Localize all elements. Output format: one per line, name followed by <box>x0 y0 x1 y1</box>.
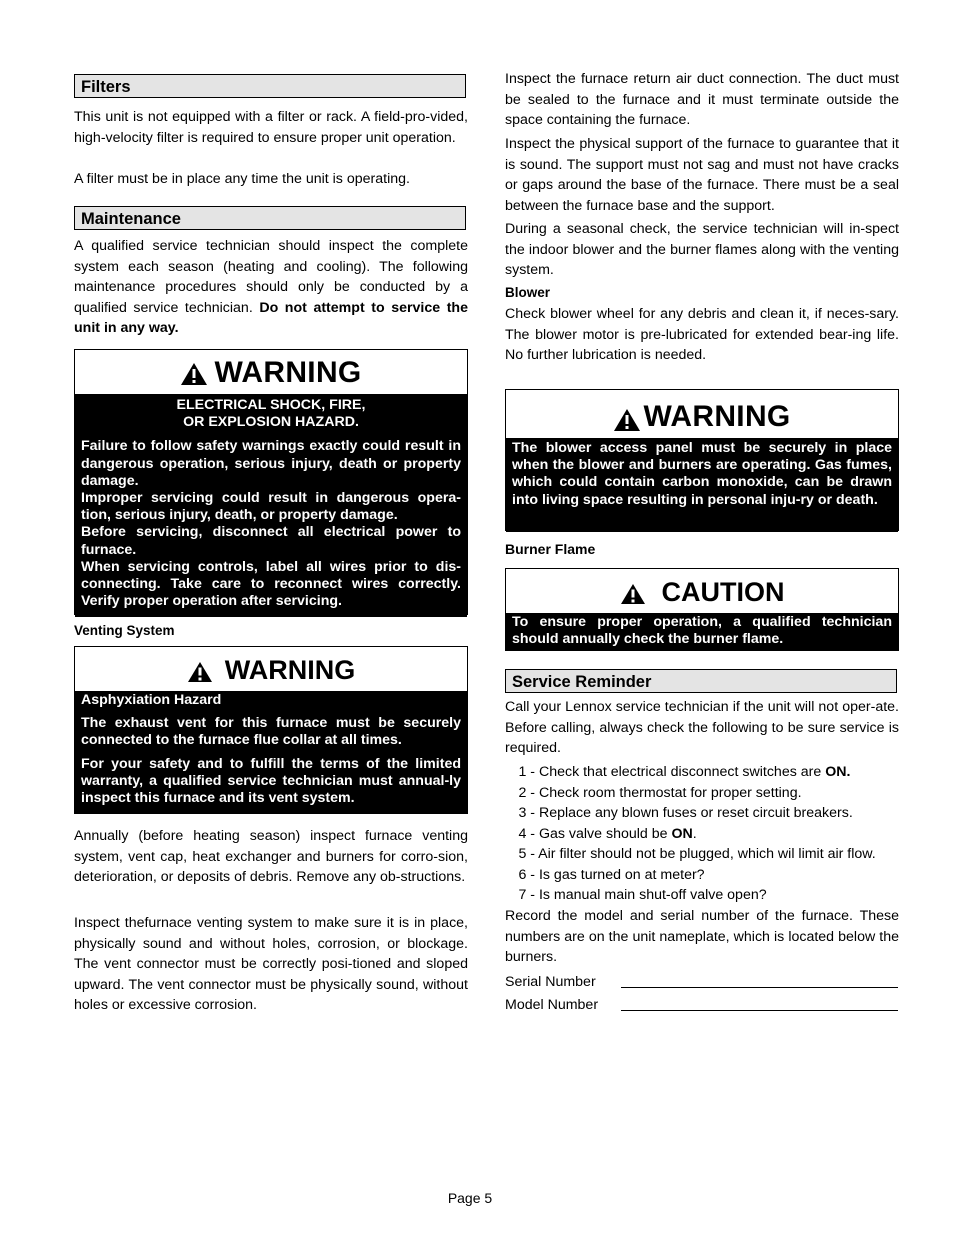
blower-paragraph: Check blower wheel for any debris and clean it, if neces-sary. The blower motor is pre-lubricated for extended bear-ing life. No further lubrication is needed. <box>505 306 899 363</box>
checklist-item <box>503 824 897 845</box>
burner-flame-heading: Burner Flame <box>505 541 596 557</box>
checklist-text: Check room thermostat for proper setting. <box>538 784 802 801</box>
venting-paragraph-1: Annually (before heating season) inspect furnace venting system, vent cap, heat exchanger and burners for corro-sion, deterioration, or deposits of debris. Remove any ob-structions. <box>74 828 468 885</box>
checklist-number: 5 - <box>518 846 535 862</box>
serial-number-line[interactable] <box>621 972 898 988</box>
caution-paragraph: To ensure proper operation, a qualified technician should annually check the burner flame. <box>512 614 892 648</box>
warning-title: WARNING <box>643 400 791 433</box>
filters-heading: Filters <box>74 74 466 98</box>
checklist-item <box>503 865 897 886</box>
warning-paragraph-3: Before servicing, disconnect all electrical power to furnace. <box>81 524 461 558</box>
checklist-text: Is manual main shut-off valve open? <box>538 887 767 903</box>
warning-paragraph-1: The blower access panel must be securely in place when the blower and burners are operating. Gas fumes, which could contain carbon monoxide, can be drawn into living space resulting in personal inju-ry or death. <box>512 440 892 508</box>
caution-header <box>506 569 898 613</box>
seasonal-check-paragraph: During a seasonal check, the service technician will in-spect the indoor blower and the burner flames along with the venting system. <box>505 221 899 278</box>
model-number-label: Model Number <box>505 997 599 1013</box>
warning-title: WARNING <box>224 655 356 685</box>
record-paragraph: Record the model and serial number of the furnace. These numbers are on the unit nameplate, which is located below the burners. <box>505 908 899 965</box>
warning-paragraph-1: Failure to follow safety warnings exactly could result in dangerous operation, serious injury, death or property damage. <box>81 438 461 489</box>
hazard-line-2: OR EXPLOSION HAZARD. <box>183 414 359 431</box>
warning-triangle-icon <box>613 408 641 432</box>
warning-triangle-icon <box>187 661 213 683</box>
checklist-item <box>503 783 897 804</box>
warning-header <box>506 390 898 438</box>
warning-body <box>75 691 467 814</box>
warning-paragraph-1: The exhaust vent for this furnace must be securely connected to the furnace flue collar at all times. <box>81 715 461 749</box>
filters-paragraph-2: A filter must be in place any time the unit is operating. <box>74 171 410 187</box>
service-checklist <box>503 762 897 906</box>
checklist-text: Check that electrical disconnect switches are <box>538 764 826 780</box>
venting-system-heading: Venting System <box>74 623 175 638</box>
warning-box-asphyxiation <box>74 646 468 814</box>
caution-title: CAUTION <box>661 577 785 607</box>
page-number: Page 5 <box>447 1190 493 1206</box>
venting-paragraph-2: Inspect thefurnace venting system to make sure it is in place, physically sound and without holes, corrosion, or blockage. The vent connector must be correctly posi-tioned and sloped upward. The vent connector must be physically sound, without holes or excessive corrosion. <box>74 915 468 1013</box>
checklist-number: 4 - <box>518 825 535 842</box>
maintenance-paragraph <box>74 236 468 339</box>
checklist-bold: ON. <box>825 764 851 780</box>
checklist-text: Is gas turned on at meter? <box>538 866 705 883</box>
warning-triangle-icon <box>180 362 208 386</box>
checklist-number: 1 - <box>518 764 535 780</box>
service-intro-paragraph: Call your Lennox service technician if the unit will not oper-ate. Before calling, always check the following to be sure service is required. <box>505 699 899 756</box>
support-paragraph: Inspect the physical support of the furnace to guarantee that it is sound. The support must not sag and must not have cracks or gaps around the base of the furnace. There must be a seal between the furnace base and the support. <box>505 136 899 214</box>
model-number-field[interactable] <box>505 995 899 1015</box>
serial-number-field[interactable] <box>505 972 899 992</box>
hazard-title: Asphyxiation Hazard <box>81 692 222 708</box>
checklist-text: Replace any blown fuses or reset circuit breakers. <box>538 805 853 821</box>
blower-heading: Blower <box>505 285 551 300</box>
checklist-item <box>503 762 897 783</box>
caution-body <box>506 613 898 651</box>
hazard-line-1: ELECTRICAL SHOCK, FIRE, <box>176 397 366 413</box>
warning-body <box>506 438 898 532</box>
maintenance-bold-text: Do not attempt to service the unit in any way. <box>74 299 468 336</box>
warning-paragraph-2: Improper servicing could result in dangerous opera-tion, serious injury, death, or property damage. <box>81 490 461 524</box>
warning-triangle-icon <box>620 583 646 605</box>
caution-box <box>505 568 899 651</box>
checklist-item <box>503 885 897 906</box>
serial-number-label: Serial Number <box>505 974 596 990</box>
checklist-number: 2 - <box>518 784 535 801</box>
checklist-number: 3 - <box>518 805 535 821</box>
warning-paragraph-4: When servicing controls, label all wires prior to dis-connecting. Take care to reconnect wires correctly. Verify proper operation after servicing. <box>81 558 461 610</box>
filters-paragraph-1: This unit is not equipped with a filter or rack. A field-pro-vided, high-velocity filter is required to ensure proper unit operation. <box>74 109 468 146</box>
return-duct-paragraph: Inspect the furnace return air duct connection. The duct must be sealed to the furnace and it must terminate outside the space containing the furnace. <box>505 71 899 128</box>
warning-header <box>75 647 467 691</box>
warning-title: WARNING <box>214 356 362 389</box>
model-number-line[interactable] <box>621 995 898 1011</box>
maintenance-text: A qualified service technician should inspect the complete system each season (heating and cooling). The following maintenance procedures should only be conducted by a qualified service technician. <box>74 238 468 316</box>
warning-header <box>75 350 467 394</box>
service-reminder-heading: Service Reminder <box>505 669 897 693</box>
checklist-after: . <box>692 825 697 842</box>
warning-paragraph-2: For your safety and to fulfill the terms of the limited warranty, a qualified service technician must annual-ly inspect this furnace and its vent system. <box>81 755 461 807</box>
checklist-text: Air filter should not be plugged, which wil limit air flow. <box>538 846 876 862</box>
checklist-bold: ON <box>671 825 693 842</box>
checklist-item <box>503 844 897 865</box>
checklist-item <box>503 803 897 824</box>
checklist-text: Gas valve should be <box>538 825 672 842</box>
checklist-number: 7 - <box>518 887 535 903</box>
maintenance-heading: Maintenance <box>74 206 466 230</box>
warning-body <box>75 394 467 617</box>
warning-box-electrical <box>74 349 468 615</box>
warning-box-blower <box>505 389 899 531</box>
checklist-number: 6 - <box>518 866 535 883</box>
